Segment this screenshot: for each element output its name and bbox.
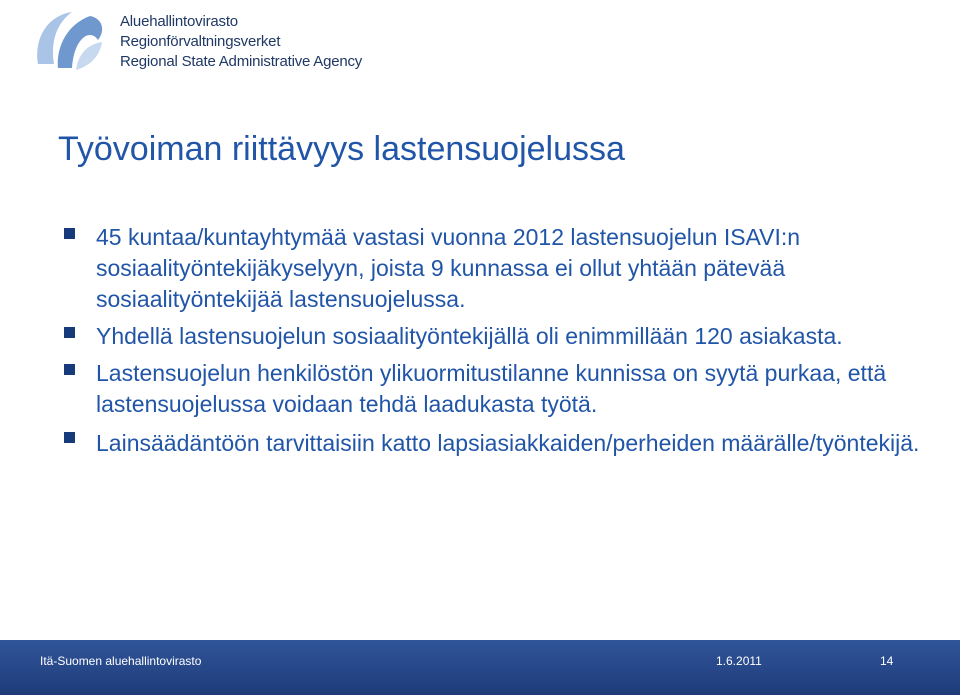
bullet-text: 45 kuntaa/kuntayhtymää vastasi vuonna 2012 lastensuojelun ISAVI:n sosiaalityöntekijäkyselyyn, joista 9 kunnassa ei ollut yhtään pätevää sosiaalityöntekijää lastensuojelussa. xyxy=(96,224,801,312)
bullet-item xyxy=(60,321,930,352)
org-name-finnish: Aluehallintovirasto xyxy=(120,13,238,30)
bullet-item xyxy=(60,358,930,420)
bullet-text: Lainsäädäntöön tarvittaisiin katto lapsiasiakkaiden/perheiden määrälle/työntekijä. xyxy=(96,430,920,456)
bullet-square-icon xyxy=(64,364,75,375)
agency-logo-icon xyxy=(28,6,108,78)
footer-organization: Itä-Suomen aluehallintovirasto xyxy=(40,654,202,668)
bullet-text: Lastensuojelun henkilöstön ylikuormitustilanne kunnissa on syytä purkaa, että lastensuojelussa voidaan tehdä laadukasta työtä. xyxy=(96,360,887,417)
bullet-text: Yhdellä lastensuojelun sosiaalityöntekijällä oli enimmillään 120 asiakasta. xyxy=(96,323,843,349)
footer-bar xyxy=(0,640,960,695)
bullet-item xyxy=(60,426,930,461)
page-number: 14 xyxy=(880,654,894,668)
footer-date: 1.6.2011 xyxy=(716,654,762,668)
organization-name xyxy=(120,12,362,72)
org-name-swedish: Regionförvaltningsverket xyxy=(120,33,281,50)
bullet-list xyxy=(60,222,930,467)
bullet-square-icon xyxy=(64,432,75,443)
bullet-square-icon xyxy=(64,327,75,338)
slide-title: Työvoiman riittävyys lastensuojelussa xyxy=(58,130,625,168)
bullet-item xyxy=(60,222,930,315)
bullet-square-icon xyxy=(64,228,75,239)
org-name-english: Regional State Administrative Agency xyxy=(120,53,363,70)
